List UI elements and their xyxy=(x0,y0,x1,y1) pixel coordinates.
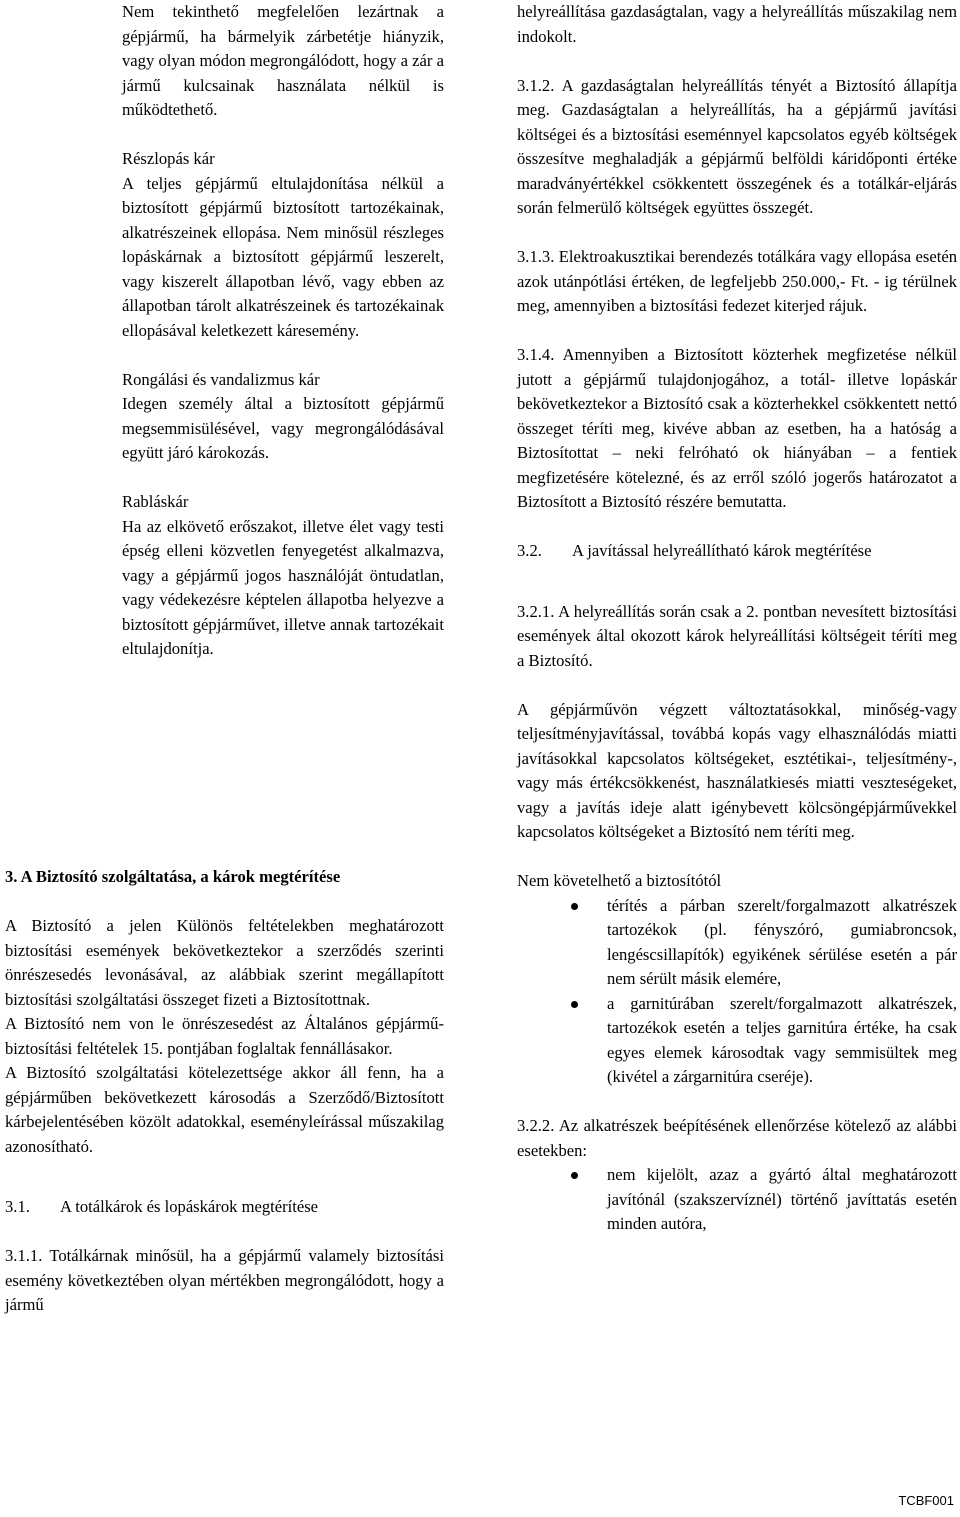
list-item xyxy=(517,1163,957,1237)
continued-paragraph: helyreállítása gazdaságtalan, vagy a helyreállítás műszakilag nem indokolt. xyxy=(517,2,957,46)
subsection-3-2-title: A javítással helyreállítható károk megtérítése xyxy=(572,541,872,560)
rablas-body: Ha az elkövető erőszakot, illetve élet vagy testi épség elleni közvetlen fenyegetést alkalmazva, vagy a gépjármű jogos használóját öntudatlan, vagy védekezésre képtelen állapotba helyezve a biztosított gépjárművet, illetve annak tartozékait eltulajdonítja. xyxy=(122,516,444,658)
not-claimable-list xyxy=(517,894,957,1090)
list-item-text: térítés a párban szerelt/forgalmazott alkatrészek tartozékok (pl. fényszóró, gumiabroncsok, lengéscsillapítók) egyikének sérülése esetén a pár nem sérült másik elemére, xyxy=(607,895,957,988)
bullet-icon xyxy=(571,1172,578,1179)
subsection-3-1-title: A totálkárok és lopáskárok megtérítése xyxy=(60,1197,319,1216)
not-claimable-title: Nem követelhető a biztosítótól xyxy=(517,871,722,890)
list-item-text: a garnitúrában szerelt/forgalmazott alkatrészek, tartozékok esetén a teljes garnitúra értéke, ha csak egyes elemek károsodtak vagy semmisültek meg (kivétel a zárgarnitúra cseréje). xyxy=(607,993,957,1086)
para-3-1-3: 3.1.3. Elektroakusztikai berendezés totálkára vagy ellopása esetén azok utánpótlási értéken, de legfeljebb 250.000,- Ft. - ig térülnek meg, amennyiben a biztosítási fedezet kiterjed rájuk. xyxy=(517,247,957,315)
section-3-para-2: A Biztosító nem von le önrészesedést az Általános gépjármű-biztosítási feltételek 15. pontjában foglaltak fennállásakor. xyxy=(5,1014,444,1058)
para-3-1-4: 3.1.4. Amennyiben a Biztosított közterhek megfizetése nélkül jutott a gépjármű tulajdonjogához, a totál- illetve lopáskár bekövetkeztekor a Biztosító csak a közterhekkel csökkentett nettó összeget téríti meg, kivéve abban az esetben, ha a hatóság a Biztosítottat – neki felróható ok hiányában – a fentiek megfizetésére kötelezné, és az erről szóló jogerős határozatot a Biztosított a Biztosító részére bemutatta. xyxy=(517,345,957,511)
list-item xyxy=(517,992,957,1090)
reszlopas-body: A teljes gépjármű eltulajdonítása nélkül a biztosított gépjármű biztosított tartozékainak, alkatrészeinek ellopása. Nem minősül részleges lopáskárnak a biztosított gépjármű leszerelt, vagy kiszerelt állapotban lévő, vagy ebben az állapotban tárolt alkatrészeinek és tartozékainak ellopásával keletkezett káresemény. xyxy=(122,173,444,340)
intro-paragraph: Nem tekinthető megfelelően lezártnak a gépjármű, ha bármelyik zárbetétje hiányzik, vagy olyan módon megrongálódott, hogy a zár a jármű kulcsainak használata nélkül is működtethető. xyxy=(122,2,444,119)
subsection-3-1-number: 3.1. xyxy=(5,1197,30,1216)
section-3-para-3: A Biztosító szolgáltatási kötelezettsége akkor áll fenn, ha a gépjárműben bekövetkezett károsodás a Szerződő/Biztosított kárbejelentésében közölt adatokkal, eseményleírással műszakilag azonosítható. xyxy=(5,1063,444,1156)
list-item xyxy=(517,894,957,992)
bullet-icon xyxy=(571,903,578,910)
rongalas-body: Idegen személy által a biztosított gépjármű megsemmisülésével, vagy megrongálódásával együtt járó károkozás. xyxy=(122,394,444,462)
modifications-paragraph: A gépjárművön végzett változtatásokkal, minőség-vagy teljesítményjavítással, továbbá kopás vagy elhasználódás miatti javításokkal kapcsolatos költségeket, esztétikai-, teljesítmény-, vagy más értékcsökkenést, használatkiesés miatti veszteségeket, vagy a javítás ideje alatt igénybevett kölcsöngépjárművekkel kapcsolatos költségeket a Biztosító nem téríti meg. xyxy=(517,699,957,841)
inspection-cases-list xyxy=(517,1163,957,1237)
list-item-text: nem kijelölt, azaz a gyártó által meghatározott javítónál (szakszervíznél) történő javíttatás esetén minden autóra, xyxy=(607,1165,957,1233)
rablas-title: Rabláskár xyxy=(122,492,189,511)
para-3-1-1: 3.1.1. Totálkárnak minősül, ha a gépjármű valamely biztosítási esemény következtében olyan mértékben megrongálódott, hogy a jármű xyxy=(5,1246,444,1314)
subsection-3-1-heading xyxy=(5,1195,444,1220)
document-code: TCBF001 xyxy=(898,1492,954,1508)
bullet-icon xyxy=(571,1001,578,1008)
section-3-para-1: A Biztosító a jelen Különös feltételekben meghatározott biztosítási események bekövetkeztekor a szerződés szerinti önrészesedés levonásával, az alábbiak szerint megállapított biztosítási szolgáltatási összeget fizeti a Biztosítottnak. xyxy=(5,916,444,1009)
right-column xyxy=(517,0,957,1237)
para-3-1-2: 3.1.2. A gazdaságtalan helyreállítás tényét a Biztosító állapítja meg. Gazdaságtalan a helyreállítás, ha a gépjármű javítási költségei és a biztosítási eseménnyel kapcsolatos egyéb költségek összesítve meghaladják a gépjármű belföldi káridőponti értéke maradványértékkel csökkentett összegének és a totálkár-eljárás során felmerülő költségek együttes összegét. xyxy=(517,75,957,217)
reszlopas-title: Részlopás kár xyxy=(122,149,215,168)
para-3-2-1: 3.2.1. A helyreállítás során csak a 2. pontban nevesített biztosítási események által okozott károk helyreállítási költségeit téríti meg a Biztosító. xyxy=(517,601,957,670)
para-3-2-2: 3.2.2. Az alkatrészek beépítésének ellenőrzése kötelező az alábbi esetekben: xyxy=(517,1116,957,1160)
left-full-column xyxy=(5,865,444,1318)
section-3-heading: 3. A Biztosító szolgáltatása, a károk megtérítése xyxy=(5,867,341,886)
rongalas-title: Rongálási és vandalizmus kár xyxy=(122,369,320,389)
left-indented-column xyxy=(122,0,444,662)
subsection-3-2-number: 3.2. xyxy=(517,541,542,560)
subsection-3-2-heading xyxy=(517,539,957,564)
